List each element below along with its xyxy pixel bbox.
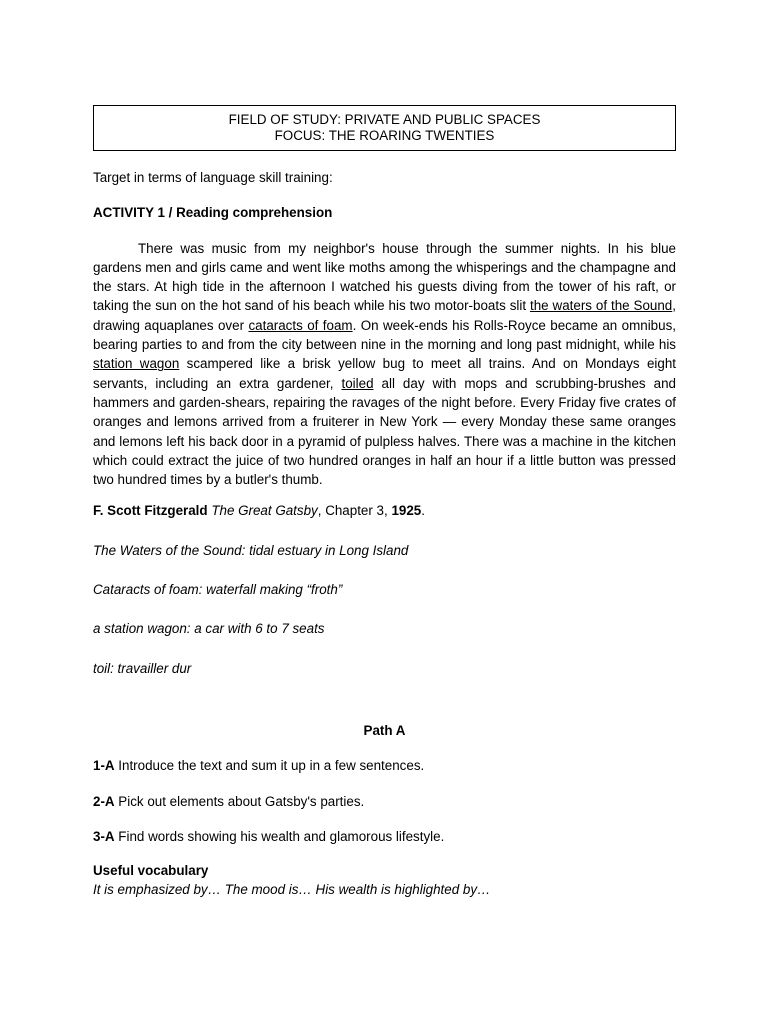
term-waters-of-the-sound: the waters of the Sound: [530, 298, 673, 314]
field-of-study-box: [93, 105, 676, 151]
term-station-wagon: station wagon: [93, 356, 180, 372]
glossary-item: toil: travailler dur: [93, 660, 192, 676]
passage-part-1: There was music from my neighbor's house through the summer nights. In his blue gardens men and girls came and went like moths among the whisperings and the champagne and the stars. At high tide in the afternoon I watched his guests diving from the tower of his raft, or taking the sun on the hot sand of his beach while his two motor-boats slit: [93, 240, 676, 314]
task-text: Find words showing his wealth and glamorous lifestyle.: [114, 828, 445, 844]
task-item: [93, 827, 676, 846]
glossary-item: a station wagon: a car with 6 to 7 seats: [93, 621, 325, 637]
glossary-item: The Waters of the Sound: tidal estuary in Long Island: [93, 542, 409, 558]
task-number: 1-A: [93, 758, 115, 774]
term-toiled: toiled: [341, 375, 374, 391]
task-item: [93, 756, 676, 775]
source-author: F. Scott Fitzgerald: [93, 503, 208, 519]
activity-title: ACTIVITY 1 / Reading comprehension: [93, 205, 333, 221]
reading-passage: [93, 239, 676, 490]
task-number: 2-A: [93, 793, 115, 809]
source-year: 1925: [391, 503, 422, 519]
task-text: Introduce the text and sum it up in a few sentences.: [114, 758, 425, 774]
task-item: [93, 792, 676, 811]
focus-title: FOCUS: THE ROARING TWENTIES: [274, 128, 495, 143]
source-chapter: , Chapter 3,: [317, 503, 392, 519]
passage-part-2: , drawing aquaplanes over: [93, 298, 676, 333]
passage-part-3: . On week-ends his Rolls-Royce became an omnibus, bearing parties to and from the city between nine in the morning and long past midnight, while his: [93, 317, 676, 353]
vocabulary-title: Useful vocabulary: [93, 863, 209, 879]
document-page: [93, 105, 676, 900]
vocabulary-text: It is emphasized by… The mood is… His wealth is highlighted by…: [93, 882, 491, 898]
source-end: .: [421, 503, 425, 519]
glossary-item: Cataracts of foam: waterfall making “froth”: [93, 582, 343, 598]
path-title: Path A: [363, 722, 406, 738]
passage-part-4: scampered like a brisk yellow bug to meet all trains. And on Mondays eight servants, including an extra gardener,: [93, 356, 677, 391]
task-text: Pick out elements about Gatsby's parties.: [114, 793, 365, 809]
source-citation: [93, 501, 676, 520]
passage-part-5: all day with mops and scrubbing-brushes and hammers and garden-shears, repairing the ravages of the night before. Every Friday five crates of oranges and lemons arrived from a fruiterer in New York — every Monday these same oranges and lemons left his back door in a pyramid of pulpless halves. There was a machine in the kitchen which could extract the juice of two hundred oranges in half an hour if a little button was pressed two hundred times by a butler's thumb.: [93, 375, 676, 488]
task-number: 3-A: [93, 828, 115, 844]
source-book: The Great Gatsby: [211, 503, 318, 519]
field-of-study-title: FIELD OF STUDY: PRIVATE AND PUBLIC SPACES: [228, 112, 541, 127]
target-text: Target in terms of language skill training:: [93, 170, 333, 185]
term-cataracts-of-foam: cataracts of foam: [248, 317, 353, 333]
